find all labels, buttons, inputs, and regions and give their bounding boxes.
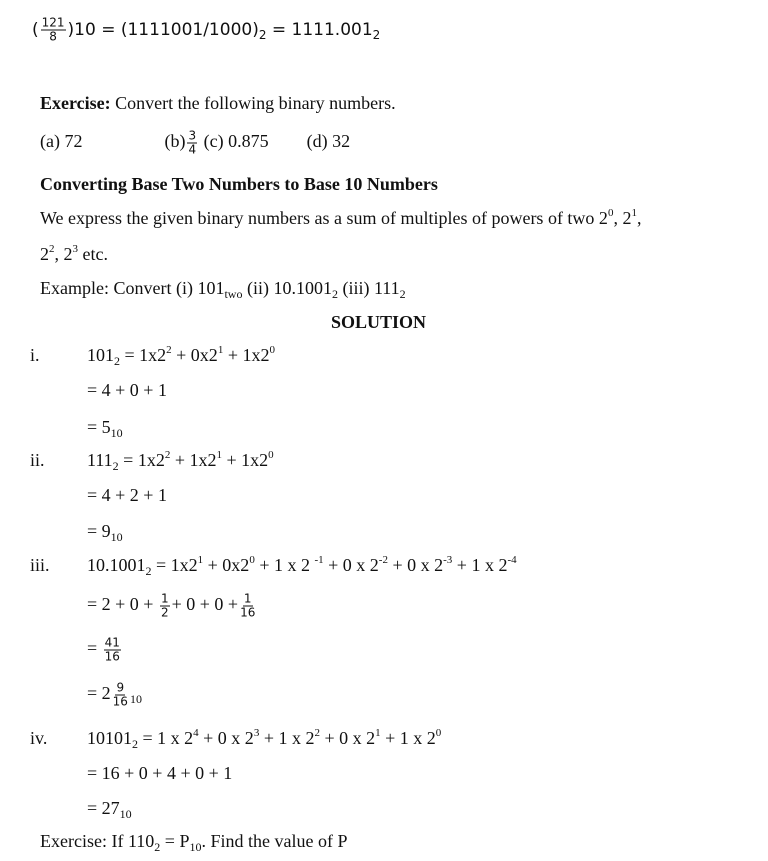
text: 10.1001 — [87, 555, 146, 575]
subscript: 10 — [129, 692, 142, 707]
text-line — [40, 243, 108, 265]
superscript: 2 — [49, 243, 55, 255]
superscript: -1 — [314, 554, 324, 566]
text: (c) 0.875 — [199, 131, 269, 152]
text: + 1 x 2 — [259, 728, 315, 748]
subscript: 2 — [258, 28, 267, 42]
text-line — [87, 797, 132, 819]
superscript: 1 — [217, 344, 224, 356]
superscript: 2 — [166, 344, 172, 356]
superscript: 2 — [314, 727, 320, 739]
subscript: 2 — [112, 459, 119, 473]
text-line — [40, 277, 406, 299]
text: = 1x2 — [151, 555, 198, 575]
text: Convert the following binary numbers. — [110, 93, 396, 113]
text: + 1 x 2 — [254, 555, 315, 575]
text-line — [40, 830, 347, 852]
subscript: 10 — [119, 807, 132, 821]
text: = 9 — [87, 521, 111, 541]
superscript: 0 — [268, 449, 274, 461]
text-line — [87, 762, 232, 784]
text-line — [30, 727, 47, 749]
text: + 0 x 2 — [319, 728, 376, 748]
text: = 27 — [87, 798, 120, 818]
text: = 2 + 0 + — [87, 594, 158, 615]
numerator: 1 — [243, 591, 252, 606]
text-line — [87, 593, 257, 620]
text: We express the given binary numbers as a sum of multiples of powers of two 2 — [40, 208, 608, 228]
superscript: 2 — [164, 449, 171, 461]
text-line — [87, 344, 275, 366]
text-line — [87, 554, 517, 576]
text: iv. — [30, 728, 48, 748]
fraction — [187, 130, 197, 157]
subscript: 2 — [132, 737, 138, 751]
text: iii. — [30, 555, 50, 575]
text-line — [87, 484, 167, 506]
text-line — [331, 311, 426, 333]
text: = 1 x 2 — [138, 728, 194, 748]
denominator: 16 — [240, 605, 256, 620]
text: i. — [30, 345, 40, 365]
text-line — [87, 682, 142, 709]
denominator: 16 — [112, 694, 128, 709]
text: = 4 + 2 + 1 — [87, 485, 167, 505]
superscript: 1 — [631, 207, 637, 219]
text: (b) — [164, 131, 186, 152]
text: )10 = (1111001/1000) — [67, 20, 259, 40]
subscript: 2 — [372, 28, 381, 42]
subscript: 10 — [189, 840, 202, 854]
numerator: 121 — [41, 15, 65, 30]
subscript: 10 — [110, 426, 123, 440]
bold-text: SOLUTION — [331, 312, 427, 332]
text-line — [87, 416, 123, 438]
text: + 0 x 2 — [387, 555, 444, 575]
text-line — [87, 727, 441, 749]
bold-text: Exercise: — [40, 93, 111, 113]
text: 101 — [87, 345, 114, 365]
text-line — [87, 520, 123, 542]
superscript: 1 — [197, 554, 204, 566]
superscript: 3 — [72, 243, 78, 255]
numerator: 41 — [104, 635, 120, 650]
text: + 0 x 2 — [323, 555, 379, 575]
superscript: 0 — [607, 207, 614, 219]
superscript: -2 — [378, 554, 388, 566]
text: , — [636, 208, 642, 228]
superscript: -4 — [507, 554, 517, 566]
superscript: -3 — [443, 554, 453, 566]
superscript: 1 — [216, 449, 222, 461]
superscript: 4 — [193, 727, 199, 739]
superscript: 0 — [435, 727, 442, 739]
denominator: 2 — [160, 605, 169, 620]
text: + 0x2 — [171, 345, 218, 365]
text: + 1x2 — [221, 450, 269, 470]
superscript: 1 — [375, 727, 381, 739]
text: + 1x2 — [170, 450, 217, 470]
text: = 1x2 — [120, 345, 167, 365]
subscript: 10 — [110, 530, 123, 544]
text: 111 — [87, 450, 113, 470]
text: 10101 — [87, 728, 132, 748]
text: ii. — [30, 450, 45, 470]
text: , 2 — [613, 208, 632, 228]
text: (a) 72 — [40, 131, 83, 152]
subscript: 2 — [331, 287, 338, 301]
text-line — [87, 637, 123, 664]
fraction — [240, 593, 255, 620]
text: (iii) 111 — [337, 278, 400, 298]
text: + 1x2 — [223, 345, 270, 365]
fraction — [104, 637, 121, 664]
denominator: 8 — [49, 29, 57, 44]
text-line — [30, 554, 50, 576]
subscript: 2 — [114, 354, 120, 368]
bold-text: Converting Base Two Numbers to Base 10 Numbers — [40, 174, 438, 194]
text-line — [40, 92, 396, 114]
superscript: 0 — [269, 344, 275, 356]
text: = 1x2 — [118, 450, 165, 470]
text-line — [40, 130, 350, 157]
text: ( — [32, 20, 39, 40]
superscript: 0 — [249, 554, 255, 566]
text-line — [32, 17, 380, 44]
denominator: 4 — [188, 142, 197, 157]
text-line — [30, 449, 45, 471]
numerator: 3 — [188, 128, 197, 143]
superscript: 3 — [253, 727, 260, 739]
text-line — [87, 379, 167, 401]
text-line — [40, 207, 641, 229]
fraction — [160, 593, 170, 620]
text: = 4 + 0 + 1 — [87, 380, 167, 400]
text: (d) 32 — [306, 131, 351, 152]
subscript: 2 — [399, 287, 406, 301]
text: . Find the value of P — [201, 831, 348, 851]
text: (ii) 10.1001 — [242, 278, 332, 298]
subscript: two — [224, 287, 243, 301]
text: etc. — [78, 244, 108, 264]
text: = P — [160, 831, 190, 851]
text: = — [87, 638, 102, 659]
text-line — [87, 449, 274, 471]
text: Exercise: If 110 — [40, 831, 155, 851]
fraction — [41, 17, 66, 44]
text: + 0x2 — [203, 555, 250, 575]
text: 2 — [40, 244, 49, 264]
text: = 5 — [87, 417, 111, 437]
text-line — [30, 344, 40, 366]
text: Example: Convert (i) 101 — [40, 278, 225, 298]
text: , 2 — [54, 244, 73, 264]
fraction — [113, 682, 128, 709]
subscript: 2 — [145, 564, 152, 578]
text: + 0 + 0 + — [171, 594, 239, 615]
text-line — [40, 173, 438, 195]
numerator: 1 — [160, 591, 169, 606]
subscript: 2 — [154, 840, 161, 854]
text: + 1 x 2 — [452, 555, 508, 575]
text: + 0 x 2 — [198, 728, 254, 748]
text: + 1 x 2 — [380, 728, 436, 748]
text: = 1111.001 — [266, 20, 373, 40]
text: = 2 — [87, 683, 111, 704]
text: = 16 + 0 + 4 + 0 + 1 — [87, 763, 233, 783]
numerator: 9 — [116, 680, 125, 695]
denominator: 16 — [104, 649, 120, 664]
